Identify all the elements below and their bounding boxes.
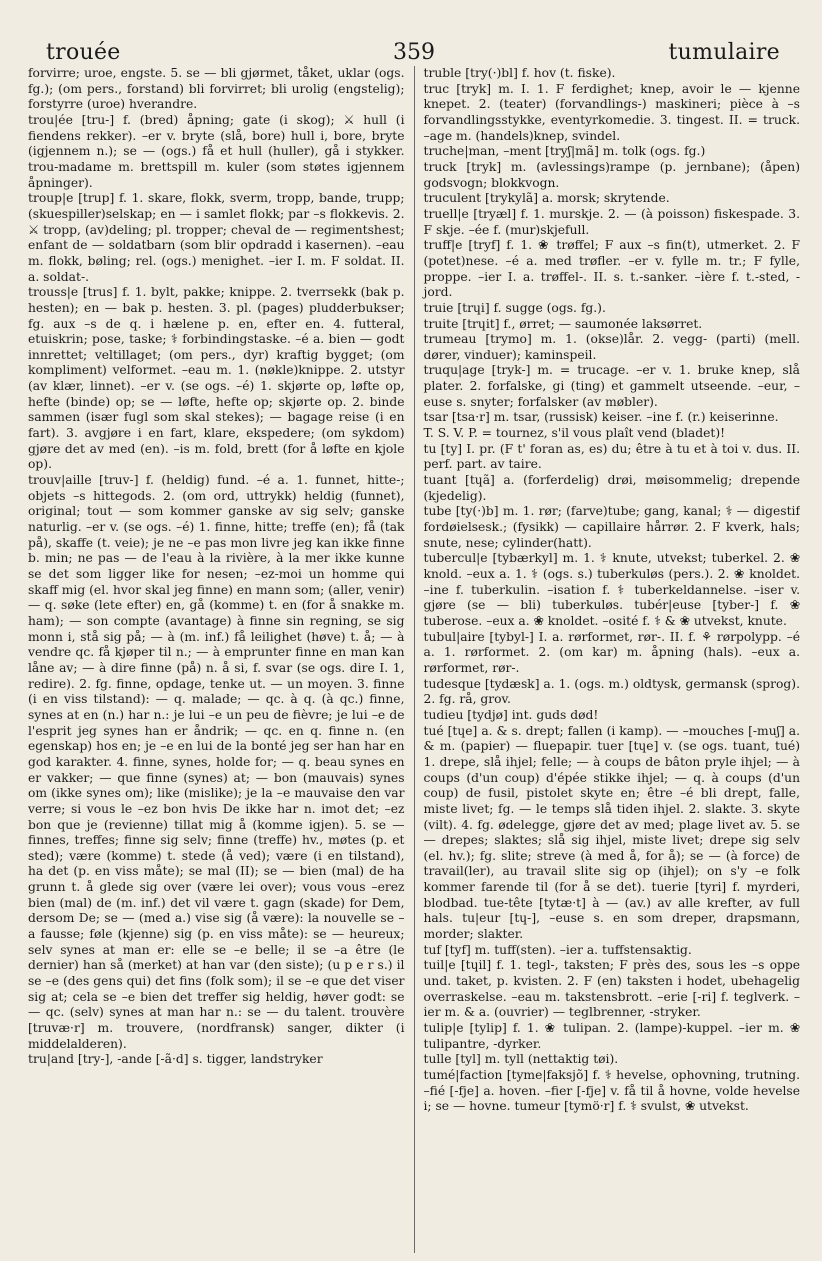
dictionary-entry: tubercul|e [tybærkyl] m. 1. ⚕ knute, utvekst; tuberkel. 2. ❀ knold. –eux a. 1. ⚕ (ogs. s.) tuberkuløs (pers.). 2. ❀ knoldet. –ine f. tuberkulin. –isation f. ⚕ tuberkeldannelse. –iser v. gjøre (se — bli) tuberkuløs. tubér|euse [tyber-] f. ❀ tuberose. –eux a. ❀ knoldet. –osité f. ⚕ & ❀ utvekst, knute. [423, 551, 800, 628]
dictionary-entry: truie [trɥi] f. sugge (ogs. fg.). [423, 300, 606, 315]
dictionary-entry: tsar [tsa·r] m. tsar, (russisk) keiser. –ine f. (r.) keiserinne. [423, 410, 779, 425]
dictionary-entry: truff|e [tryf] f. 1. ❀ trøffel; F aux –s fin(t), utmerket. 2. F (potet)nese. –é a. med trøfler. –er v. fylle m. tr.; F fylle, proppe. –ier I. a. trøffel-. II. s. t.-sanker. –ière f. t.-sted, -jord. [423, 238, 800, 300]
dictionary-entry: truc [tryk] m. I. 1. F ferdighet; knep, avoir le — kjenne knepet. 2. (teater) (forvandlings-) maskineri; pièce à –s forvandlingsstykke, eventyrkomedie. 3. tingest. II. = truck. –age m. (handels)knep, svindel. [423, 81, 800, 143]
dictionary-entry: truculent [trykylã] a. morsk; skrytende. [423, 191, 670, 206]
dictionary-entry: tuf [tyf] m. tuff(sten). –ier a. tuffstensaktig. [423, 942, 692, 957]
dictionary-entry: tudesque [tydæsk] a. 1. (ogs. m.) oldtysk, germansk (sprog). 2. fg. rå, grov. [423, 676, 800, 707]
header-guide-word-right: tumulaire [668, 40, 780, 65]
dictionary-entry: tulip|e [tylip] f. 1. ❀ tulipan. 2. (lampe)-kuppel. –ier m. ❀ tulipantre, -dyrker. [423, 1021, 800, 1051]
dictionary-entry: truite [trɥit] f., ørret; — saumonée laksørret. [423, 316, 703, 331]
two-column-body [28, 66, 800, 1253]
dictionary-entry: trou|ée [tru-] f. (bred) åpning; gate (i skog); ⚔ hull (i fiendens rekker). –er v. bryte (slå, bore) hull i, bore, bryte (igjennem n.); se — (ogs.) få et hull (huller), gå i stykker. trou-madame m. brettspill m. kuler (som støtes igjennem åpninger). [28, 112, 405, 190]
right-column [415, 66, 801, 1253]
header-guide-word-left: trouée [46, 40, 121, 65]
dictionary-entry: T. S. V. P. = tournez, s'il vous plaît vend (bladet)! [423, 426, 726, 441]
dictionary-entry: tudieu [tydjø] int. guds død! [423, 707, 599, 722]
dictionary-entry: tué [tɥe] a. & s. drept; fallen (i kamp). — –mouches [-muʃ] a. & m. (papier) — fluepapir. tuer [tɥe] v. (se ogs. tuant, tué) 1. drepe, slå ihjel; felle; — à coups de bâton pryle ihjel; — à coups (d'un coup) d'épée stikke ihjel; — q. à coups (d'un coup) de fusil, pistolet skyte en; être –é bli drept, falle, miste livet; fg. — le temps slå tiden ihjel. 2. slakte. 3. skyte (vilt). 4. fg. ødelegge, gjøre det av med; plage livet av. 5. se — drepes; slaktes; slå sig ihjel, miste livet; drepe sig selv (el. hv.); fg. slite; streve (à med å, for å); se — (à force) de travail(ler), au travail slite sig op (ihjel); on s'y –e folk kommer farende til (for å se det). tuerie [tyri] f. myrderi, blodbad. tue-tête [tytæ·t] à — (av.) av alle krefter, av full hals. tu|eur [tɥ-], –euse s. en som dreper, drapsmann, morder; slakter. [423, 723, 800, 942]
dictionary-entry: truche|man, –ment [tryʃ|mã] m. tolk (ogs. fg.) [423, 144, 706, 159]
page-header [28, 18, 800, 65]
page-number: 359 [393, 40, 435, 65]
dictionary-entry: tulle [tyl] m. tyll (nettaktig tøi). [423, 1052, 619, 1067]
dictionary-entry: truck [tryk] m. (avlessings)rampe (p. jernbane); (åpen) godsvogn; blokkvogn. [423, 159, 800, 190]
dictionary-entry: tube [ty(·)b] m. 1. rør; (farve)tube; gang, kanal; ⚕ — digestif fordøielsesk.; (fysikk) — capillaire hårrør. 2. F kverk, hals; snute, nese; cylinder(hatt). [423, 504, 800, 550]
dictionary-entry: truble [try(·)bl] f. hov (t. fiske). [423, 66, 616, 80]
dictionary-entry: tu [ty] I. pr. (F t' foran as, es) du; être à tu et à toi v. dus. II. perf. part. av taire. [423, 441, 800, 472]
left-column [28, 66, 414, 1253]
dictionary-entry: tubul|aire [tybyl-] I. a. rørformet, rør-. II. f. ⚘ rørpolypp. –é a. 1. rørformet. 2. (om kar) m. åpning (hals). –eux a. rørformet, rør-. [423, 629, 800, 675]
dictionary-entry: tru|and [try-], -ande [-ã·d] s. tigger, landstryker [28, 1052, 323, 1067]
dictionary-entry: tuil|e [tɥil] f. 1. tegl-, taksten; F près des, sous les –s oppe und. taket, p. kvisten. 2. F (en) taksten i hodet, ubehagelig overraskelse. –eau m. takstensbrott. –erie [-ri] f. teglverk. –ier m. & a. (ouvrier) — teglbrenner, -stryker. [423, 958, 800, 1020]
dictionary-entry: trouss|e [trus] f. 1. bylt, pakke; knippe. 2. tverrsekk (bak p. hesten); en — bak p. hesten. 3. pl. (pages) pludderbukser; fg. aux –s de q. i hælene p. en, efter en. 4. futteral, etuiskrin; pose, taske; ⚕ forbindingstaske. –é a. bien — godt innrettet; veltillaget; (om pers., dyr) kraftig bygget; (om kompliment) velformet. –eau m. 1. (nøkle)knippe. 2. utstyr (av klær, linnet). –er v. (se ogs. –é) 1. skjørte op, løfte op, hefte (binde) op; se — løfte, hefte op; skjørte op. 2. binde sammen (især fugl som skal stekes); — bagage reise (i en fart). 3. avgjøre i en fart, klare, ekspedere; (om sykdom) gjøre det av med (en). –is m. fold, brett (for å løfte en kjole op). [28, 285, 405, 472]
dictionary-entry: truqu|age [tryk-] m. = trucage. –er v. 1. bruke knep, slå plater. 2. forfalske, gi (ting) et gammelt utseende. –eur, –euse s. snyter; forfalsker (av møbler). [423, 363, 800, 409]
dictionary-entry: forvirre; uroe, engste. 5. se — bli gjørmet, tåket, uklar (ogs. fg.); (om pers., forstand) bli forvirret; bli urolig (engstelig); forstyrre (uroe) hverandre. [28, 66, 405, 112]
dictionary-entry: trouv|aille [truv-] f. (heldig) fund. –é a. 1. funnet, hitte-; objets –s hittegods. 2. (om ord, uttrykk) heldig (funnet), original; tout — som kommer ganske av sig selv; ganske naturlig. –er v. (se ogs. –é) 1. finne, hitte; treffe (en); få (tak på), skaffe (t. veie); je ne –e pas mon livre jeg kan ikke finne b. min; ne pas — de l'eau à la rivière, à la mer ikke kunne se det som ligger like for nesen; –ez-moi un homme qui skaff mig (el. hvor skal jeg finne) en mann som; (aller, venir) — q. søke (lete efter) en, gå (komme) t. en (for å snakke m. ham); — son compte (avantage) à finne sin regning, se sig monn i, stå sig på; — à (m. inf.) få leilighet (høve) t. å; — à vendre qc. få kjøper til n.; — à emprunter finne en man kan låne av; — à dire finne (på) n. å si, f. svar (se ogs. dire I. 1, redire). 2. fg. finne, opdage, tenke ut. — un moyen. 3. finne (i en viss tilstand): — q. malade; — qc. à q. (à qc.) finne, synes at en (n.) har n.: je lui –e un peu de fièvre; je lui –e de l'esprit jeg synes han er åndrik; — qc. en q. finne n. (en egenskap) hos en; je –e en lui de la bonté jeg ser han har en god karakter. 4. finne, synes, holde for; — q. beau synes en er vakker; — que finne (synes) at; — bon (mauvais) synes om (ikke synes om); like (mislike); je la –e mauvaise den var verre; si vous le –ez bon hvis De ikke har n. imot det; –ez bon que je (revienne) tillat mig å (komme igjen). 5. se — finnes, treffes; finne sig selv; finne (treffe) hv., møtes (p. et sted); være (komme) t. stede (å ved); være (i en tilstand), ha det (p. en viss måte); se mal (II); se — bien (mal) de ha grunn t. å glede sig over (være lei over); vous vous –erez bien (mal) de (m. inf.) det vil være t. gagn (skade) for Dem, dersom De; se — (med a.) vise sig (å være): la nouvelle se –a fausse; føle (kjenne) sig (p. en viss måte): se — heureux; selv synes at man er: elle se –e belle; il se –a être (le dernier) han så (merket) at han var (den siste); (u p e r s.) il se –e (des gens qui) det fins (folk som); il se –e que det viser sig at; cela se –e bien det treffer sig heldig, høver godt: se — qc. (selv) synes at man har n.: se — du talent. trouvère [truvæ·r] m. trouvere, (nordfransk) sanger, dikter (i middelalderen). [28, 473, 405, 1051]
dictionary-entry: trumeau [trymo] m. 1. (okse)lår. 2. vegg- (parti) (mell. dører, vinduer); kaminspeil. [423, 332, 800, 362]
dictionary-entry: truell|e [tryæl] f. 1. murskje. 2. — (à poisson) fiskespade. 3. F skje. –ée f. (mur)skjefull. [423, 206, 800, 237]
dictionary-entry: tuant [tɥã] a. (forferdelig) drøi, møisommelig; drepende (kjedelig). [423, 473, 800, 503]
dictionary-entry: troup|e [trup] f. 1. skare, flokk, sverm, tropp, bande, trupp; (skuespiller)selskap; en — i samlet flokk; par –s flokkevis. 2. ⚔ tropp, (av)deling; pl. tropper; cheval de — regimentshest; enfant de — soldatbarn (som blir opdradd i kasernen). –eau m. flokk, bøling; rel. (ogs.) menighet. –ier I. m. F soldat. II. a. soldat-. [28, 191, 405, 284]
dictionary-entry: tumé|faction [tyme|faksjõ] f. ⚕ hevelse, ophovning, trutning. –fié [-fje] a. hoven. –fier [-fje] v. få til å hovne, volde hevelse i; se — hovne. tumeur [tymö·r] f. ⚕ svulst, ❀ utvekst. [423, 1068, 800, 1114]
